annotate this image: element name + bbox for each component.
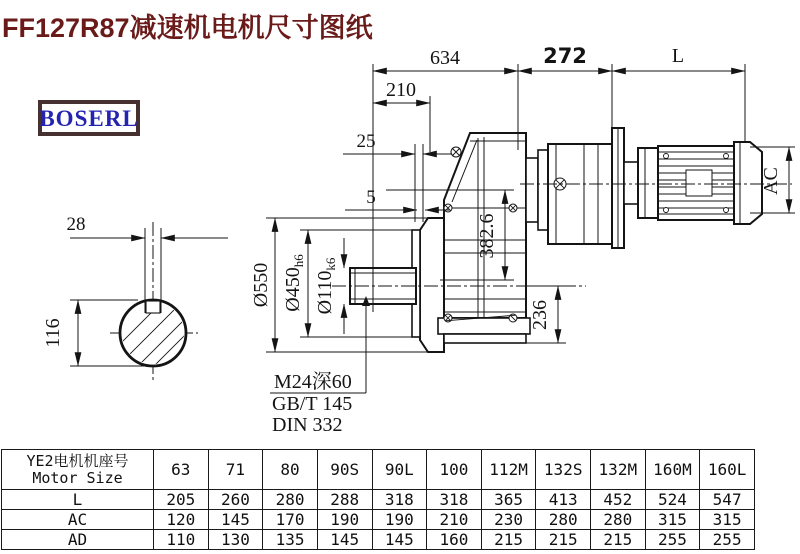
column-header: 90S	[317, 450, 372, 490]
table-cell: 318	[427, 490, 482, 510]
table-cell: 205	[154, 490, 209, 510]
header-en: Motor Size	[32, 468, 123, 487]
table-cell: 215	[481, 530, 536, 550]
table-cell: 110	[154, 530, 209, 550]
table-cell: 145	[372, 530, 427, 550]
table-cell: 280	[591, 510, 646, 530]
table-cell: 190	[317, 510, 372, 530]
table-cell: 365	[481, 490, 536, 510]
header-cn: YE2电机机座号	[26, 451, 129, 470]
table-cell: 230	[481, 510, 536, 530]
input-adapter	[526, 144, 612, 244]
dim-label: 5	[366, 187, 376, 208]
motor-nameplate	[686, 170, 712, 196]
table-cell: 315	[700, 510, 755, 530]
dim-label: 382.6	[476, 213, 498, 259]
table-cell: 315	[645, 510, 700, 530]
gear-unit-side-view	[332, 128, 792, 352]
standard-din: DIN 332	[272, 414, 343, 436]
table-cell: 255	[700, 530, 755, 550]
table-cell: 145	[317, 530, 372, 550]
tap-note: M24深60	[274, 371, 352, 393]
table-row-L	[2, 490, 755, 510]
dim-key-width-28	[67, 214, 229, 238]
row-label: AC	[2, 510, 154, 530]
table-cell: 135	[263, 530, 318, 550]
column-header: 71	[208, 450, 263, 490]
column-header: 160M	[645, 450, 700, 490]
table-cell: 145	[208, 510, 263, 530]
motor-front-flange	[638, 148, 658, 218]
row-label: L	[2, 490, 154, 510]
table-cell: 160	[427, 530, 482, 550]
table-cell: 318	[372, 490, 427, 510]
tap-note-leader	[270, 296, 370, 436]
dim-label: 272	[543, 44, 587, 68]
table-row-AD	[2, 530, 755, 550]
table-cell: 288	[317, 490, 372, 510]
column-header: 160L	[700, 450, 755, 490]
dim-label: L	[671, 45, 685, 67]
standard-gbt: GB/T 145	[272, 393, 353, 415]
column-header: 112M	[481, 450, 536, 490]
dim-motor-length-L	[612, 45, 745, 71]
motor	[624, 142, 762, 224]
table-header-row	[2, 450, 755, 490]
dim-label: $Ø450_{h6}$	[282, 254, 306, 312]
table-cell: 190	[372, 510, 427, 530]
column-header: 90L	[372, 450, 427, 490]
motor-neck	[624, 162, 638, 204]
column-header: 132M	[591, 450, 646, 490]
table-cell: 280	[536, 510, 591, 530]
dim-label: 28	[66, 214, 86, 235]
row-label: AD	[2, 530, 154, 550]
bottom-foot	[444, 334, 526, 343]
table-cell: 255	[645, 530, 700, 550]
table-cell: 215	[536, 530, 591, 550]
table-cell: 120	[154, 510, 209, 530]
table-cell: 413	[536, 490, 591, 510]
dim-label: $Ø110_{k6}$	[314, 257, 338, 315]
dim-label: 236	[529, 300, 551, 330]
table-cell: 280	[263, 490, 318, 510]
motor-size-table	[1, 449, 755, 550]
table-cell: 210	[427, 510, 482, 530]
dim-total-length-634	[373, 47, 518, 71]
table-cell: 130	[208, 530, 263, 550]
dim-210	[373, 79, 430, 103]
table-cell: 260	[208, 490, 263, 510]
table-cell: 452	[591, 490, 646, 510]
table-cell: 524	[645, 490, 700, 510]
dim-label: 634	[430, 47, 460, 69]
dim-label: Ø550	[250, 262, 272, 308]
dim-25	[343, 131, 452, 154]
dim-label: 25	[356, 131, 376, 152]
dim-label: 210	[386, 79, 416, 101]
column-header: 80	[263, 450, 318, 490]
table-cell: 547	[700, 490, 755, 510]
motor-mounting-flange	[612, 128, 624, 248]
boserl-logo-text: BOSERL	[39, 105, 139, 131]
table-cell: 170	[263, 510, 318, 530]
dim-label: 116	[42, 318, 64, 348]
keyway-slot	[146, 301, 160, 313]
motor-size-header-cell	[2, 450, 154, 490]
column-header: 132S	[536, 450, 591, 490]
table-row-AC	[2, 510, 755, 530]
page-title: FF127R87减速机电机尺寸图纸	[2, 13, 373, 43]
dim-label: AC	[760, 167, 782, 195]
shaft-cross-section-view	[42, 214, 228, 396]
table-cell: 215	[591, 530, 646, 550]
dim-adapter-length-272	[518, 44, 612, 71]
column-header: 63	[154, 450, 209, 490]
fan-cover	[734, 142, 762, 224]
column-header: 100	[427, 450, 482, 490]
